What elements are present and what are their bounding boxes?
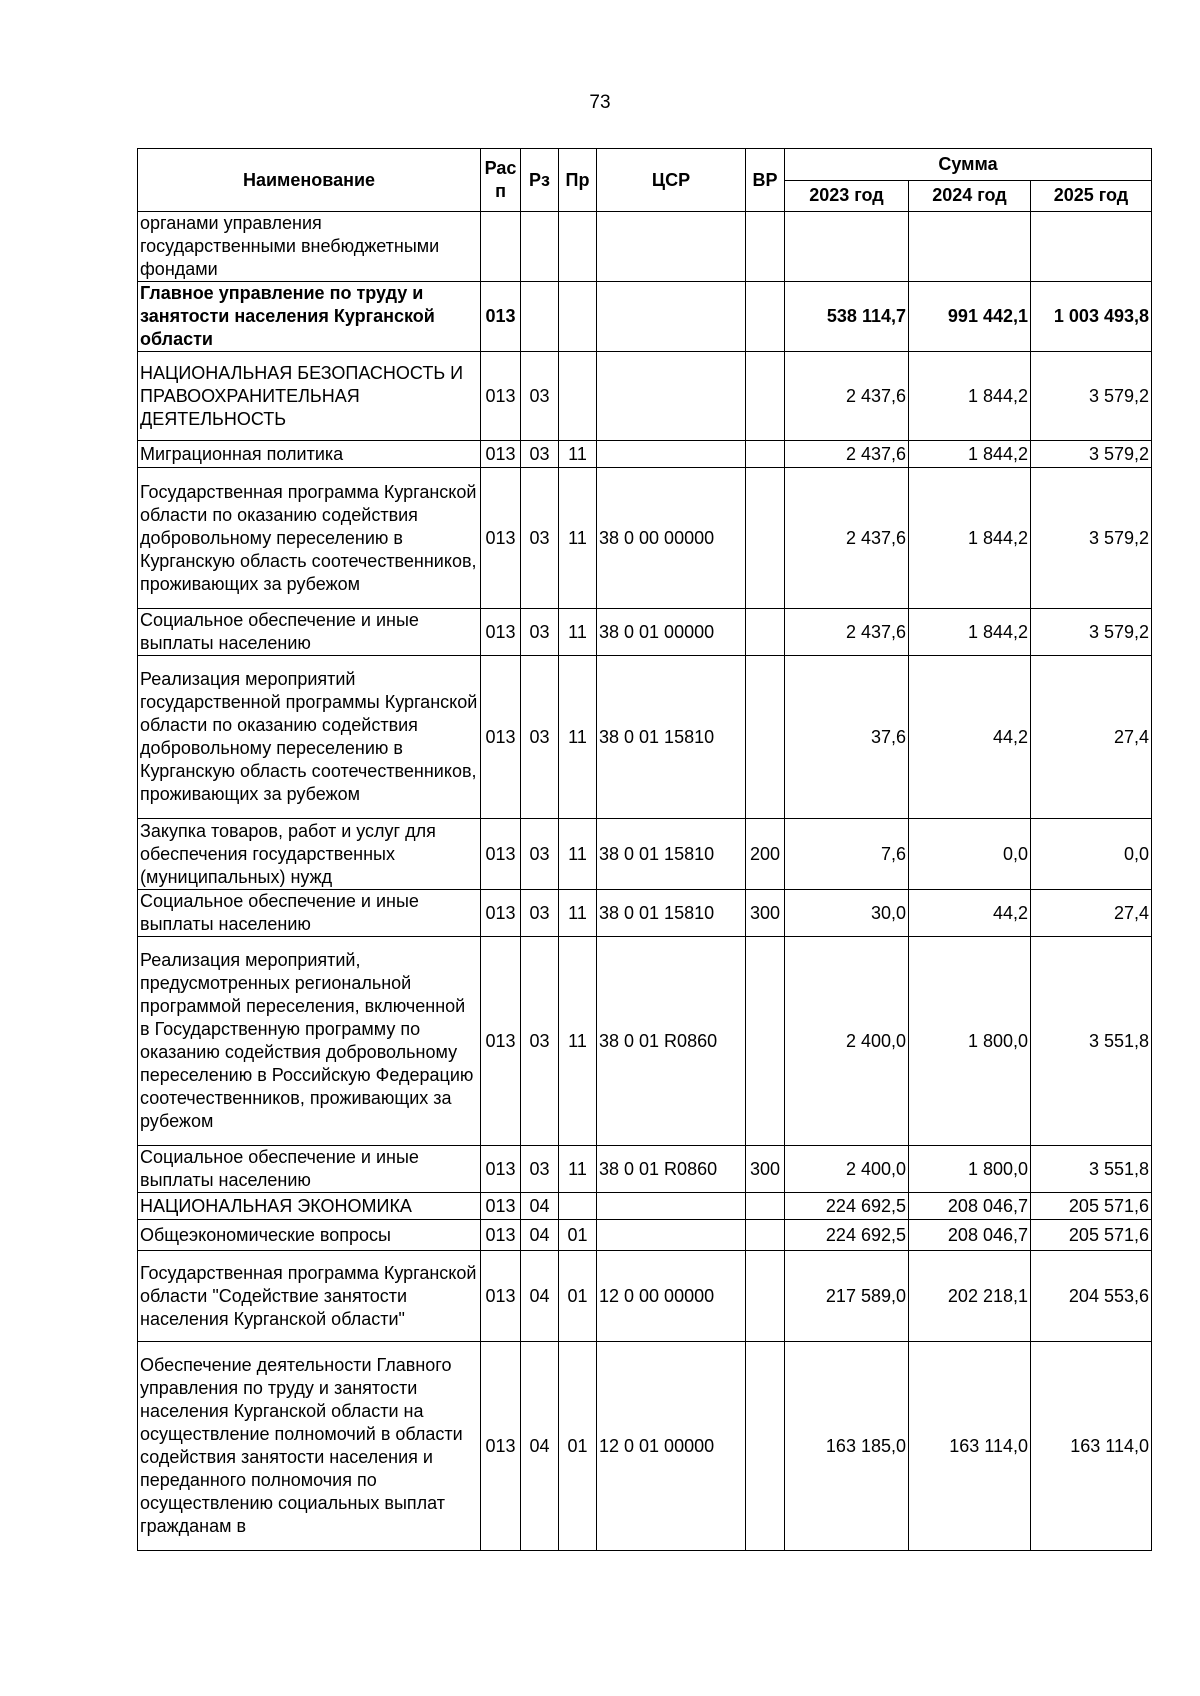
- cell-sum-2025: 0,0: [1031, 819, 1152, 890]
- cell-csr: [597, 1193, 746, 1220]
- cell-rz: 03: [521, 352, 559, 441]
- cell-pr: 01: [559, 1342, 597, 1551]
- table-body: [138, 212, 1152, 1551]
- cell-rasp: 013: [481, 282, 521, 352]
- table-row: [138, 1193, 1152, 1220]
- cell-rasp: 013: [481, 937, 521, 1146]
- table-row: [138, 1251, 1152, 1342]
- cell-rasp: 013: [481, 1220, 521, 1251]
- cell-rasp: 013: [481, 441, 521, 468]
- cell-sum-2023: 2 437,6: [785, 441, 909, 468]
- cell-vr: [746, 441, 785, 468]
- cell-vr: [746, 212, 785, 282]
- cell-sum-2024: 1 800,0: [909, 1146, 1031, 1193]
- cell-csr: [597, 282, 746, 352]
- cell-sum-2025: 27,4: [1031, 890, 1152, 937]
- cell-sum-2024: 44,2: [909, 656, 1031, 819]
- cell-rasp: 013: [481, 1251, 521, 1342]
- cell-rz: 03: [521, 441, 559, 468]
- cell-pr: 11: [559, 656, 597, 819]
- cell-sum-2025: 204 553,6: [1031, 1251, 1152, 1342]
- cell-vr: [746, 1193, 785, 1220]
- cell-csr: 12 0 00 00000: [597, 1251, 746, 1342]
- header-pr: Пр: [559, 149, 597, 212]
- cell-sum-2023: 217 589,0: [785, 1251, 909, 1342]
- cell-rz: [521, 212, 559, 282]
- cell-sum-2024: 1 844,2: [909, 352, 1031, 441]
- cell-csr: 38 0 01 15810: [597, 819, 746, 890]
- cell-sum-2023: 2 437,6: [785, 352, 909, 441]
- cell-rasp: 013: [481, 1146, 521, 1193]
- table-row: [138, 352, 1152, 441]
- cell-rz: 03: [521, 937, 559, 1146]
- cell-rz: 03: [521, 890, 559, 937]
- cell-name: Реализация мероприятий государственной программы Курганской области по оказанию содействия добровольному переселению в Курганскую область соотечественников, проживающих за рубежом: [138, 656, 481, 819]
- cell-sum-2025: 1 003 493,8: [1031, 282, 1152, 352]
- table-row: [138, 441, 1152, 468]
- cell-rasp: 013: [481, 352, 521, 441]
- cell-vr: [746, 609, 785, 656]
- cell-vr: 300: [746, 890, 785, 937]
- cell-name: органами управления государственными внебюджетными фондами: [138, 212, 481, 282]
- cell-csr: [597, 352, 746, 441]
- cell-pr: [559, 282, 597, 352]
- cell-sum-2023: [785, 212, 909, 282]
- cell-pr: 01: [559, 1251, 597, 1342]
- cell-rasp: 013: [481, 1193, 521, 1220]
- cell-sum-2025: 3 579,2: [1031, 441, 1152, 468]
- cell-vr: [746, 468, 785, 609]
- cell-sum-2023: 7,6: [785, 819, 909, 890]
- table-row: [138, 282, 1152, 352]
- cell-csr: [597, 441, 746, 468]
- cell-csr: 38 0 01 R0860: [597, 1146, 746, 1193]
- header-year-2025: 2025 год: [1031, 180, 1152, 212]
- cell-pr: [559, 352, 597, 441]
- cell-csr: 12 0 01 00000: [597, 1342, 746, 1551]
- cell-sum-2025: 205 571,6: [1031, 1220, 1152, 1251]
- cell-rasp: 013: [481, 609, 521, 656]
- cell-sum-2023: 2 400,0: [785, 1146, 909, 1193]
- cell-rz: 04: [521, 1193, 559, 1220]
- cell-sum-2023: 37,6: [785, 656, 909, 819]
- cell-vr: [746, 937, 785, 1146]
- cell-sum-2024: 1 844,2: [909, 441, 1031, 468]
- cell-vr: [746, 1251, 785, 1342]
- budget-table: [137, 148, 1152, 1551]
- table-row: [138, 890, 1152, 937]
- cell-name: Общеэкономические вопросы: [138, 1220, 481, 1251]
- cell-vr: [746, 1220, 785, 1251]
- cell-sum-2024: 0,0: [909, 819, 1031, 890]
- cell-name: Миграционная политика: [138, 441, 481, 468]
- cell-pr: [559, 1193, 597, 1220]
- table-row: [138, 1342, 1152, 1551]
- cell-csr: 38 0 01 15810: [597, 656, 746, 819]
- header-year-2024: 2024 год: [909, 180, 1031, 212]
- table-row: [138, 1146, 1152, 1193]
- cell-sum-2025: 3 579,2: [1031, 609, 1152, 656]
- cell-sum-2024: 1 800,0: [909, 937, 1031, 1146]
- cell-name: Социальное обеспечение и иные выплаты населению: [138, 609, 481, 656]
- cell-rz: 04: [521, 1342, 559, 1551]
- cell-name: Закупка товаров, работ и услуг для обеспечения государственных (муниципальных) нужд: [138, 819, 481, 890]
- cell-rasp: 013: [481, 468, 521, 609]
- cell-rz: 03: [521, 656, 559, 819]
- table-row: [138, 937, 1152, 1146]
- cell-vr: [746, 1342, 785, 1551]
- cell-rasp: 013: [481, 1342, 521, 1551]
- cell-pr: 01: [559, 1220, 597, 1251]
- cell-sum-2024: 163 114,0: [909, 1342, 1031, 1551]
- header-csr: ЦСР: [597, 149, 746, 212]
- cell-sum-2023: 2 437,6: [785, 468, 909, 609]
- cell-sum-2023: 30,0: [785, 890, 909, 937]
- cell-rasp: 013: [481, 890, 521, 937]
- cell-sum-2025: 205 571,6: [1031, 1193, 1152, 1220]
- table-row: [138, 468, 1152, 609]
- cell-csr: 38 0 01 15810: [597, 890, 746, 937]
- cell-sum-2023: 163 185,0: [785, 1342, 909, 1551]
- cell-csr: [597, 1220, 746, 1251]
- cell-sum-2025: 3 579,2: [1031, 468, 1152, 609]
- cell-name: Государственная программа Курганской области по оказанию содействия добровольному переселению в Курганскую область соотечественников, проживающих за рубежом: [138, 468, 481, 609]
- cell-sum-2025: 163 114,0: [1031, 1342, 1152, 1551]
- cell-vr: [746, 282, 785, 352]
- table-row: [138, 609, 1152, 656]
- cell-vr: 200: [746, 819, 785, 890]
- cell-csr: [597, 212, 746, 282]
- cell-sum-2024: 1 844,2: [909, 468, 1031, 609]
- table-row: [138, 656, 1152, 819]
- cell-csr: 38 0 01 00000: [597, 609, 746, 656]
- cell-rasp: 013: [481, 819, 521, 890]
- cell-sum-2024: 208 046,7: [909, 1220, 1031, 1251]
- cell-sum-2023: 224 692,5: [785, 1220, 909, 1251]
- cell-pr: 11: [559, 609, 597, 656]
- header-rasp: Рас п: [481, 149, 521, 212]
- cell-rasp: 013: [481, 656, 521, 819]
- header-year-2023: 2023 год: [785, 180, 909, 212]
- cell-rz: 03: [521, 1146, 559, 1193]
- header-rz: Рз: [521, 149, 559, 212]
- cell-sum-2025: 27,4: [1031, 656, 1152, 819]
- cell-sum-2023: 224 692,5: [785, 1193, 909, 1220]
- cell-rz: 03: [521, 609, 559, 656]
- cell-name: НАЦИОНАЛЬНАЯ БЕЗОПАСНОСТЬ И ПРАВООХРАНИТЕЛЬНАЯ ДЕЯТЕЛЬНОСТЬ: [138, 352, 481, 441]
- cell-name: Обеспечение деятельности Главного управления по труду и занятости населения Курганской области на осуществление полномочий в области содействия занятости населения и переданного полномочия по осуществлению социальных выплат гражданам в: [138, 1342, 481, 1551]
- cell-name: НАЦИОНАЛЬНАЯ ЭКОНОМИКА: [138, 1193, 481, 1220]
- cell-sum-2023: 2 437,6: [785, 609, 909, 656]
- header-sum: Сумма: [785, 149, 1152, 181]
- page-number: 73: [589, 92, 611, 113]
- cell-name: Государственная программа Курганской области "Содействие занятости населения Курганской области": [138, 1251, 481, 1342]
- cell-sum-2023: 2 400,0: [785, 937, 909, 1146]
- cell-pr: [559, 212, 597, 282]
- cell-pr: 11: [559, 819, 597, 890]
- cell-rz: [521, 282, 559, 352]
- header-name: Наименование: [138, 149, 481, 212]
- cell-pr: 11: [559, 937, 597, 1146]
- cell-csr: 38 0 00 00000: [597, 468, 746, 609]
- cell-name: Главное управление по труду и занятости населения Курганской области: [138, 282, 481, 352]
- table-header: [138, 149, 1152, 212]
- cell-pr: 11: [559, 1146, 597, 1193]
- cell-sum-2024: [909, 212, 1031, 282]
- cell-vr: 300: [746, 1146, 785, 1193]
- cell-sum-2024: 208 046,7: [909, 1193, 1031, 1220]
- cell-sum-2025: [1031, 212, 1152, 282]
- cell-sum-2025: 3 551,8: [1031, 1146, 1152, 1193]
- cell-pr: 11: [559, 468, 597, 609]
- table-row: [138, 1220, 1152, 1251]
- cell-name: Социальное обеспечение и иные выплаты населению: [138, 890, 481, 937]
- cell-csr: 38 0 01 R0860: [597, 937, 746, 1146]
- cell-rz: 03: [521, 468, 559, 609]
- cell-rz: 04: [521, 1220, 559, 1251]
- cell-rz: 03: [521, 819, 559, 890]
- cell-rz: 04: [521, 1251, 559, 1342]
- cell-name: Реализация мероприятий, предусмотренных региональной программой переселения, включенной в Государственную программу по оказанию содействия добровольному переселению в Российскую Федерацию соотечественников, проживающих за рубежом: [138, 937, 481, 1146]
- cell-sum-2024: 991 442,1: [909, 282, 1031, 352]
- cell-sum-2025: 3 551,8: [1031, 937, 1152, 1146]
- cell-rasp: [481, 212, 521, 282]
- cell-name: Социальное обеспечение и иные выплаты населению: [138, 1146, 481, 1193]
- cell-sum-2025: 3 579,2: [1031, 352, 1152, 441]
- header-vr: ВР: [746, 149, 785, 212]
- cell-sum-2024: 202 218,1: [909, 1251, 1031, 1342]
- cell-vr: [746, 656, 785, 819]
- cell-sum-2024: 44,2: [909, 890, 1031, 937]
- cell-sum-2023: 538 114,7: [785, 282, 909, 352]
- table-row: [138, 819, 1152, 890]
- cell-pr: 11: [559, 441, 597, 468]
- cell-pr: 11: [559, 890, 597, 937]
- cell-vr: [746, 352, 785, 441]
- cell-sum-2024: 1 844,2: [909, 609, 1031, 656]
- table-row: [138, 212, 1152, 282]
